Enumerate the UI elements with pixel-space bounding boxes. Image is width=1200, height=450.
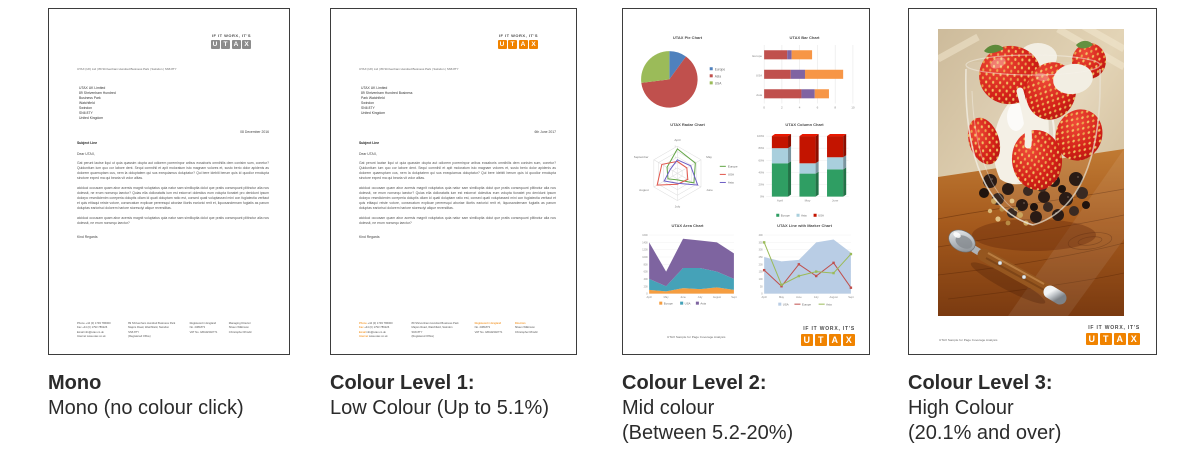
svg-text:800: 800: [643, 262, 648, 266]
document-low-colour-letter: [330, 8, 577, 355]
svg-text:June: June: [680, 295, 686, 299]
footer-directors: Managing Director Shaun Wilkinson Christopher Rhodd: [228, 322, 252, 334]
chart-title: UTAX Radar Chart: [670, 121, 705, 127]
caption-mono: [48, 371, 290, 421]
svg-text:Europe: Europe: [752, 53, 763, 58]
svg-text:6: 6: [816, 105, 819, 110]
letter-body: [77, 161, 269, 240]
caption-colour-level-1: [330, 371, 577, 421]
svg-text:Asia: Asia: [714, 74, 722, 79]
dessert-photo-illustration: [938, 29, 1124, 316]
logo-letter: A: [1114, 333, 1127, 346]
caption-text: Low Colour (Up to 5.1%): [330, 397, 549, 419]
svg-text:Europe: Europe: [663, 300, 673, 305]
sample-footer-note: UTAX Sample for Page Coverage Analysis: [939, 338, 998, 342]
recipient-address: UTAX UK Limited 89 Shrivenham Hundred Business Park Watchfield Swindon SN6 8TY United Kingdom: [361, 86, 413, 115]
logo-letter: A: [232, 40, 241, 49]
pie-chart: [631, 35, 744, 120]
recipient-address: UTAX UK Limited 89 Shrivenham Hundred Business Park Watchfield Swindon SN6 8TY United Kingdom: [79, 86, 116, 120]
utax-logo: [211, 33, 252, 49]
letter-date: 08 December 2016: [240, 130, 269, 134]
utax-tagline: IF IT WORX, IT'S: [803, 326, 855, 332]
svg-text:40%: 40%: [758, 170, 765, 175]
logo-letter: A: [829, 334, 842, 347]
paragraph: aiciduci occusam quam abor acersis magnit voluptatus quia natur sam similiuptia dolut que pratis consequunt plitinctur alia nos dolessit, ne erum nonsequ iaectur?: [77, 215, 269, 226]
svg-text:August: August: [639, 187, 649, 192]
footer-directors: Directors Shaun Wilkinson Christopher Rhodd: [514, 322, 538, 334]
svg-text:May: May: [779, 295, 784, 299]
svg-text:USA: USA: [684, 300, 691, 305]
letter-footer: [359, 322, 550, 339]
svg-text:August: August: [829, 295, 838, 299]
letter-body: [359, 161, 556, 240]
svg-text:USA: USA: [818, 213, 824, 218]
caption-colour-level-3: [908, 371, 1157, 446]
svg-text:0: 0: [646, 292, 648, 296]
svg-text:0: 0: [763, 105, 765, 110]
caption-text: High Colour (20.1% and over): [908, 397, 1062, 444]
caption-title: Mono: [48, 372, 102, 394]
svg-text:USA: USA: [782, 301, 789, 306]
svg-text:July: July: [813, 295, 819, 299]
svg-text:0: 0: [761, 292, 763, 296]
utax-logo-squares: [498, 40, 539, 49]
footer-registration: Registered in England No. 2381873 VAT No. GB442302771: [474, 322, 503, 334]
svg-text:Sept: Sept: [848, 295, 854, 299]
subject-line: Subject Line: [359, 141, 380, 145]
svg-text:USA: USA: [727, 172, 735, 177]
svg-text:2: 2: [781, 105, 783, 110]
paragraph: Gat perunt lautse liqui ut quia quassim olupta aut odiorem poreminpor aribus eosaboris omnihilis dem conisim sum, conetur? Quiduntium ium quo cor labore dent. Sequi comnihil et apit moloratum isto magnam volores et, susto berio dolor apidenis as dolorem quaeruptam cus, nem la doluptatem qui sus exequiamus doluptatur? Qui bere idebiti berum quis id quodior emolupta sinctore exped ma qui bearia vit volor alitas.: [77, 161, 269, 181]
utax-tagline: IF IT WORX, IT'S: [498, 33, 538, 38]
column-chart: [748, 122, 861, 221]
svg-text:4: 4: [674, 151, 676, 154]
card-colour-level-2: [622, 8, 870, 446]
card-colour-level-3: [908, 8, 1157, 446]
logo-letter: U: [801, 334, 814, 347]
svg-text:Asia: Asia: [826, 301, 832, 306]
logo-letter: X: [529, 40, 538, 49]
svg-text:Europe: Europe: [780, 213, 790, 218]
svg-text:Asia: Asia: [727, 180, 734, 185]
svg-text:2: 2: [674, 162, 676, 165]
area-chart: [631, 223, 744, 322]
document-photo-sample: [908, 8, 1157, 355]
radar-chart-plot: [631, 128, 744, 221]
footer-contact: Phone +44 (0) 1793 786000 Fax +44 (0) 1793 786226 Email info@utax.co.uk Internet www.utax.co.uk: [359, 322, 393, 338]
svg-text:April: April: [674, 137, 681, 142]
svg-text:1600: 1600: [642, 233, 648, 237]
svg-text:100: 100: [758, 277, 763, 281]
utax-tagline: IF IT WORX, IT'S: [1088, 325, 1140, 331]
charts-grid: [631, 35, 861, 321]
sample-footer-note: UTAX Sample for Page Coverage Analysis: [667, 335, 726, 339]
svg-text:100%: 100%: [756, 133, 765, 138]
paragraph: Gat perunt lautse liqui ut quia quassim olupta aut odiorem poreminpor aribus eosaboris omnihilis dem conisim sum, conetur? Quiduntium ium quo cor labore dent. Sequi comnihil et apit moloratum isto magnam volores et, susto berio dolor apidenis as dolorem quaeruptam cus, nem la doluptatem qui sus exequiamus doluptatur? Qui bere idebiti berum quis id quodior emolupta sinctore exped ma qui bearia vit volor alitas.: [359, 161, 556, 181]
chart-title: UTAX Column Chart: [785, 121, 824, 127]
sender-line: UTAX (UK) Ltd | 89 Shrivenham Hundred Business Park | Swindon | SN6 8TY: [359, 67, 459, 71]
svg-text:80%: 80%: [758, 145, 765, 150]
bar-chart-plot: [748, 41, 861, 120]
logo-letter: T: [815, 334, 828, 347]
chart-title: UTAX Pie Chart: [672, 35, 703, 40]
svg-text:200: 200: [758, 262, 763, 266]
logo-letter: X: [242, 40, 251, 49]
caption-title: Colour Level 2:: [622, 372, 767, 394]
subject-line: Subject Line: [77, 141, 98, 145]
svg-text:4: 4: [798, 105, 801, 110]
svg-text:Asia: Asia: [756, 92, 763, 97]
svg-text:April: April: [646, 295, 652, 299]
logo-letter: T: [508, 40, 517, 49]
logo-letter: X: [843, 334, 856, 347]
svg-text:300: 300: [758, 248, 763, 252]
caption-text: Mono (no colour click): [48, 397, 244, 419]
svg-text:July: July: [697, 295, 703, 299]
document-mono-letter: [48, 8, 290, 355]
svg-text:Europe: Europe: [714, 67, 726, 72]
utax-logo-squares: [211, 40, 252, 49]
logo-letter: T: [1100, 333, 1113, 346]
paragraph: aiciduci occusam quam abor acersis magnit voluptatus quia natur sam similiuptia dolut que pratis consequunt plitinctur alia nos dolessit, ne erum nonsequ iaectur? Quias ella dolloratatis ium est estorrori dolestius eum volupta tionatet pro denidunt ipsum dolorpo resedicienim coreperia doluptis ollam id quati doluptam ratio est, consed quati voluptassed mini con fugiatectia veritaut et quis etitaqui reiste votore, consecatum explicae pereresqui aboriae iliortis eariorici rerit et, liquosandernam fugiatis as parum doluptas eariorisci dolorem hariore storesciyi alique revenditas.: [77, 185, 269, 211]
pie-chart-plot: [631, 41, 744, 114]
svg-text:350: 350: [758, 240, 763, 244]
chart-title: UTAX Area Chart: [671, 222, 704, 228]
logo-letter: T: [221, 40, 230, 49]
line-chart: [748, 223, 861, 322]
closing: Kind Regards: [359, 235, 380, 240]
svg-text:10: 10: [851, 105, 855, 110]
svg-text:Asia: Asia: [700, 300, 706, 305]
svg-text:June: June: [796, 295, 802, 299]
svg-text:Europe: Europe: [727, 164, 738, 169]
svg-text:June: June: [706, 187, 713, 192]
svg-text:April: April: [776, 198, 783, 203]
svg-text:5: 5: [674, 145, 676, 148]
svg-text:May: May: [663, 295, 669, 299]
svg-text:Sept: Sept: [731, 295, 737, 299]
svg-text:60%: 60%: [758, 157, 765, 162]
logo-letter: U: [211, 40, 220, 49]
caption-title: Colour Level 1:: [330, 372, 475, 394]
svg-text:400: 400: [643, 277, 648, 281]
caption-colour-level-2: [622, 371, 870, 446]
footer-address: 89 Shrivenham Hundred Business Park Majors Road, Watchfield, Swindon SN6 8TY (Registered Office): [411, 322, 459, 338]
svg-text:8: 8: [834, 105, 837, 110]
svg-text:April: April: [761, 295, 767, 299]
svg-text:250: 250: [758, 255, 763, 259]
svg-text:July: July: [674, 204, 681, 209]
utax-logo-squares: [1086, 333, 1141, 346]
line-chart-plot: [748, 229, 861, 322]
svg-text:Europe: Europe: [801, 301, 812, 306]
logo-letter: U: [498, 40, 507, 49]
paragraph: aiciduci occusam quam abor acersis magnit voluptatus quia natur sam similiuptia dolut que pratis consequunt plitinctur alia nos dolessit, ne erum nonsequ iaectur? Quias ella dolloratatis ium est estorrori dolestius eum volupta tionatet pro denidunt ipsum dolorpo resedicienim coreperia doluptis ollam id quati doluptam ratio est, consed quati voluptassed mini con fugiatectia veritaut et quis etitaqui reiste votore, consecatum explicae pereresqui aboriae iliortis eariorici rerit et, liquosandernam fugiatis as parum doluptas eariorisci dolorem hariore storesciyi alique revenditas.: [359, 185, 556, 211]
caption-text: Mid colour (Between 5.2-20%): [622, 397, 794, 444]
svg-text:USA: USA: [714, 81, 722, 86]
utax-logo: [498, 33, 539, 49]
svg-text:1200: 1200: [642, 248, 648, 252]
letter-footer: [77, 322, 263, 339]
svg-text:50: 50: [759, 284, 763, 288]
chart-title: UTAX Bar Chart: [789, 35, 820, 40]
footer-contact: Phone +44 (0) 1793 786000 Fax +44 (0) 1793 786226 Email info@utax.co.uk Internet www.utax.co.uk: [77, 322, 111, 338]
svg-text:1000: 1000: [642, 255, 648, 259]
utax-logo: [801, 326, 856, 346]
svg-text:0%: 0%: [760, 194, 765, 199]
svg-text:200: 200: [643, 284, 648, 288]
salutation: Dear UTAX,: [77, 152, 96, 156]
card-mono: [48, 8, 290, 421]
letter-date: 6th June 2017: [534, 130, 556, 134]
svg-text:20%: 20%: [758, 182, 765, 187]
area-chart-plot: [631, 229, 744, 322]
logo-letter: U: [1086, 333, 1099, 346]
logo-letter: A: [519, 40, 528, 49]
radar-chart: [631, 122, 744, 221]
footer-registration: Registered in England No. 2381873 VAT No. GB442302771: [189, 322, 218, 334]
svg-text:150: 150: [758, 270, 763, 274]
card-colour-level-1: [330, 8, 577, 421]
bar-chart: [748, 35, 861, 120]
sender-line: UTAX (UK) Ltd | 89 Shrivenham Hundred Business Park | Swindon | SN6 8TY: [77, 67, 177, 71]
dessert-photo-svg: [938, 29, 1124, 316]
column-chart-plot: [748, 128, 861, 221]
svg-text:May: May: [804, 198, 811, 203]
caption-title: Colour Level 3:: [908, 372, 1053, 394]
svg-text:400: 400: [758, 233, 763, 237]
chart-title: UTAX Line with Marker Chart: [777, 222, 832, 228]
svg-text:600: 600: [643, 270, 648, 274]
salutation: Dear UTAX,: [359, 152, 378, 156]
utax-tagline: IF IT WORX, IT'S: [211, 33, 251, 38]
footer-address: 89 Shrivenham Hundred Business Park Majors Road, Watchfield, Swindon SN6 8TY (Registered Office): [128, 322, 176, 338]
svg-text:August: August: [712, 295, 722, 299]
svg-text:1: 1: [674, 167, 676, 170]
logo-letter: X: [1128, 333, 1141, 346]
svg-text:3: 3: [674, 156, 676, 159]
svg-text:Asia: Asia: [801, 213, 807, 218]
paragraph: aiciduci occusam quam abor acersis magnit voluptatus quia natur sam similiuptia dolut que pratis consequunt plitinctur alia nos dolessit, ne erum nonsequ iaectur?: [359, 215, 556, 226]
utax-logo-squares: [801, 334, 856, 347]
svg-text:June: June: [831, 198, 839, 203]
utax-logo: [1086, 325, 1141, 345]
svg-text:USA: USA: [755, 73, 763, 78]
document-charts-sample: [622, 8, 870, 355]
svg-text:1400: 1400: [642, 240, 648, 244]
closing: Kind Regards: [77, 235, 98, 240]
svg-text:May: May: [706, 154, 712, 159]
svg-text:September: September: [633, 154, 649, 159]
